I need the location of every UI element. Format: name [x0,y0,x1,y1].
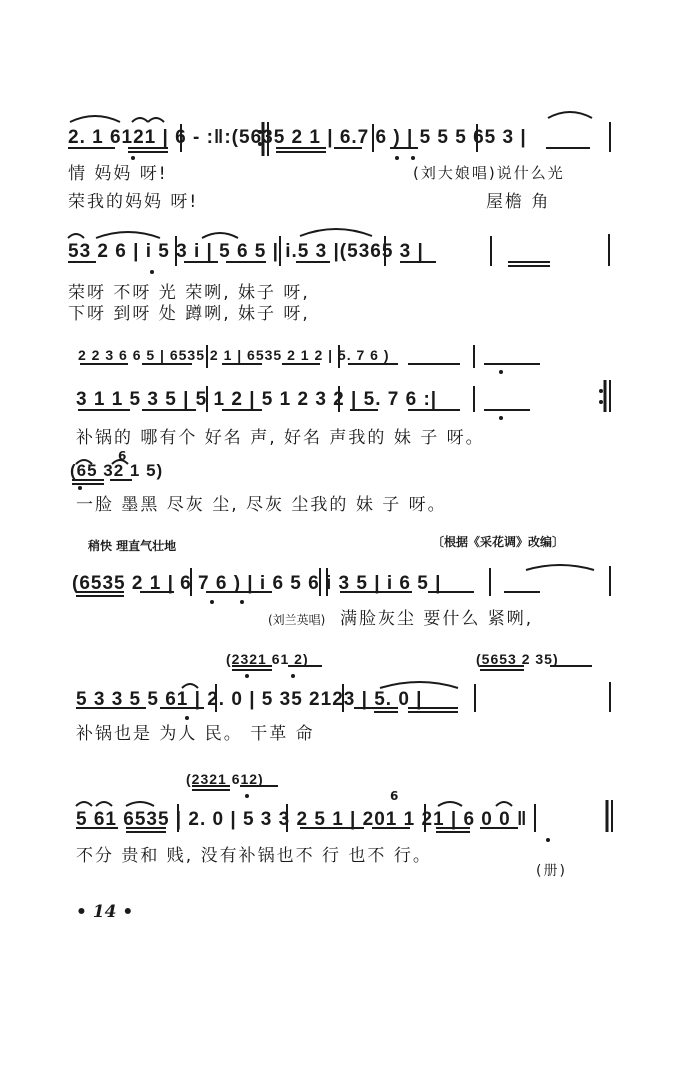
row1-singer-lyrics: (刘大娘唱)说什么光 [413,164,565,182]
row1-lyrics-b-tail: 屋檐 角 [486,192,551,212]
row6-notation: 5 61 6535 | 2. 0 | 5 3 3 2 5 1 | 201 1 21 | 6 0 0 ‖ [76,809,528,830]
source-note: 〔根据《采花调》改编〕 [432,535,565,549]
row5-lyrics: 补锅也是 为人 民。 干革 命 [76,724,315,744]
row1-lyrics-b: 荣我的妈妈 呀! [68,192,199,212]
row6-upper-notation: (2321 612) [186,771,264,787]
row3-upper-notation: 2 2 3 6 6 5 | 6535 2 1 | 6535 2 1 2 | 5. 7 6 ) [78,347,390,363]
row5-notation: 5 3 3 5 5 61 | 2. 0 | 5 35 2123 | 5. 0 | [76,689,423,710]
row2-lyrics-a: 荣呀 不呀 光 荣咧, 妹子 呀, [68,283,310,303]
row6-grace-superscript: 6 [390,789,399,803]
row3-lyrics-b: 一脸 墨黑 尽灰 尘, 尽灰 尘我的 妹 子 呀。 [76,495,447,515]
row3-grace-superscript: 6 [118,449,127,463]
tempo-marking: 稍快 理直气壮地 [88,539,177,553]
row5-upper-notation-a: (2321 61 2) [226,651,309,667]
row4-lyrics: 满脸灰尘 要什么 紧咧, [340,609,534,629]
row4-notation: (6535 2 1 | 6 7 6 ) | i 6 5 6 i 3 5 | i 6 5 | [72,573,442,594]
row3-grace-notes: (65 32 1 5) [70,461,164,480]
row4-singer: (刘兰英唱) [268,613,326,627]
row6-lyrics: 不分 贵和 贱, 没有补锅也不 行 也不 行。 [76,846,432,866]
row3-lyrics-a: 补锅的 哪有个 好名 声, 好名 声我的 妹 子 呀。 [76,428,485,448]
row1-notation: 2. 1 6121 | 6 - :‖:(5635 2 1 | 6.7 6 ) | 5 5 5 65 3 | [68,127,527,148]
end-mark: (册) [536,863,567,879]
row2-notation: 53 2 6 | i 5 3 i | 5 6 5 | i.5 3 |(5365 3 | [68,241,424,262]
row2-lyrics-b: 下呀 到呀 处 蹲咧, 妹子 呀, [68,304,310,324]
row1-lyrics-a: 情 妈妈 呀! [68,164,168,184]
row5-upper-notation-b: (5653 2 35) [476,651,559,667]
row3-notation: 3 1 1 5 3 5 | 5 1 2 | 5 1 2 3 2 | 5. 7 6 :| [76,389,438,410]
page-number: • 14 • [76,902,134,922]
